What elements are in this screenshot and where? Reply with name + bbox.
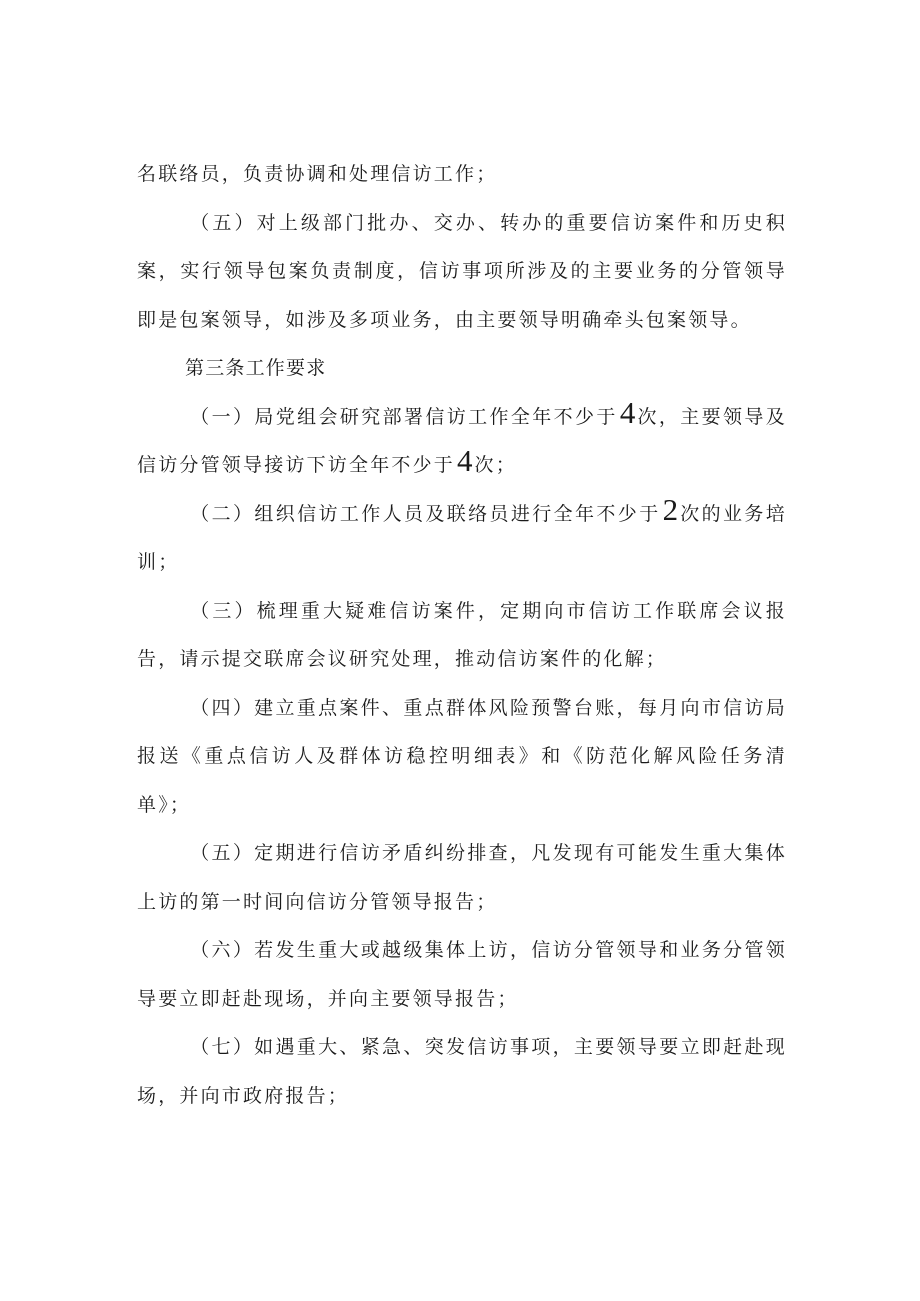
requirement-two-number: 2 [662, 491, 679, 527]
continuation-paragraph: 名联络员，负责协调和处理信访工作； [137, 163, 498, 185]
requirement-five-paragraph: （五）定期进行信访矛盾纠纷排查，凡发现有可能发生重大集体上访的第一时间向信访分管领导报告； [137, 842, 787, 913]
requirement-one-number-2: 4 [457, 443, 473, 478]
requirement-four-paragraph: （四）建立重点案件、重点群体风险预警台账，每月向市信访局报送《重点信访人及群体访稳控明细表》和《防范化解风险任务清单》； [137, 696, 787, 816]
requirement-two-text-2: 次的业务培训； [137, 502, 787, 573]
requirement-two-text-1: （二）组织信访工作人员及联络员进行全年不少于 [190, 502, 661, 525]
requirement-two-paragraph [137, 490, 787, 587]
article-three-heading: 第三条工作要求 [185, 357, 327, 379]
requirement-seven-paragraph: （七）如遇重大、紧急、突发信访事项，主要领导要立即赶赴现场，并向市政府报告； [137, 1036, 787, 1107]
requirement-one-paragraph [137, 393, 787, 490]
requirement-three-paragraph: （三）梳理重大疑难信访案件，定期向市信访工作联席会议报告，请示提交联席会议研究处理，推动信访案件的化解； [137, 599, 787, 670]
item-five-paragraph: （五）对上级部门批办、交办、转办的重要信访案件和历史积案，实行领导包案负责制度，信访事项所涉及的主要业务的分管领导即是包案领导，如涉及多项业务，由主要领导明确牵头包案领导。 [137, 211, 787, 331]
requirement-one-number-1: 4 [619, 394, 636, 430]
requirement-one-text-1: （一）局党组会研究部署信访工作全年不少于 [190, 405, 618, 428]
requirement-one-text-2: 次，主要领导及信访分管领导接访下访全年不少于 [137, 405, 787, 476]
document-body [137, 150, 787, 1120]
requirement-six-paragraph: （六）若发生重大或越级集体上访，信访分管领导和业务分管领导要立即赶赴现场，并向主要领导报告； [137, 939, 787, 1010]
requirement-one-text-3: 次； [474, 454, 517, 476]
